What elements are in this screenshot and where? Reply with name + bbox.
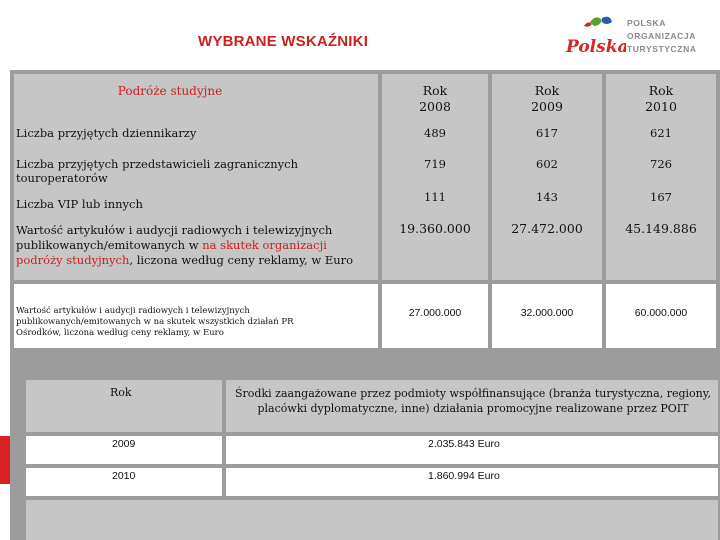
logo-line: TURYSTYCZNA (627, 44, 697, 54)
lower-value: 1.860.994 Euro (428, 470, 500, 482)
page-title: WYBRANE WSKAŹNIKI (198, 33, 369, 50)
lower-col2-header: Środki zaangażowane przez podmioty współfinansujące (branża turystyczna, regiony, placówki dyplomatyczne, inne) działania promocyjne realizowane przez POIT (235, 387, 711, 415)
row-value: 617 (536, 126, 558, 140)
row-label: Liczba przyjętych dziennikarzy (16, 126, 197, 140)
row-value: 621 (650, 126, 672, 140)
logo-text (627, 17, 697, 56)
row-label: Liczba przyjętych przedstawicieli zagranicznych touroperatorów (16, 157, 298, 185)
row-value: 719 (424, 157, 446, 171)
row-label: Liczba VIP lub innych (16, 197, 143, 211)
logo-mark-text: Polska (566, 37, 626, 57)
lower-value: 2.035.843 Euro (428, 438, 500, 450)
year-header: Rok 2008 (419, 83, 451, 114)
row-value: 602 (536, 157, 558, 171)
row-value: 726 (650, 157, 672, 171)
upper-header-label: Podróże studyjne (117, 84, 223, 98)
row-value: 489 (424, 126, 446, 140)
side-accent-bar (0, 436, 10, 484)
row-label-highlight: na skutek organizacji podróży studyjnych (16, 238, 327, 267)
row-label-part: Wartość artykułów i audycji radiowych i telewizyjnych publikowanych/emitowanych w (16, 223, 333, 252)
lower-year: 2009 (112, 438, 136, 450)
row-value: 45.149.886 (625, 221, 697, 236)
row-value: 27.472.000 (511, 221, 583, 236)
row-label-part: , liczona według ceny reklamy, w Euro (129, 253, 354, 267)
row-value: 143 (536, 190, 558, 204)
row-value: 60.000.000 (634, 307, 688, 319)
row-value: 27.000.000 (408, 307, 462, 319)
row-value: 167 (650, 190, 672, 204)
year-header: Rok 2010 (645, 83, 677, 114)
year-header: Rok 2009 (531, 83, 563, 114)
logo-line: ORGANIZACJA (627, 31, 696, 41)
lower-empty-row (26, 500, 718, 540)
row-value: 111 (424, 190, 446, 204)
logo-line: POLSKA (627, 18, 667, 28)
row-value: 32.000.000 (520, 307, 574, 319)
pot-logo (560, 14, 720, 64)
polska-logo-icon (560, 14, 626, 64)
row-label: Wartość artykułów i audycji radiowych i telewizyjnych publikowanych/emitowanych w na skutek wszystkich działań PR Ośrodków, liczona według ceny reklamy, w Euro (16, 306, 294, 338)
lower-year: 2010 (112, 470, 136, 482)
lower-col1-header: Rok (110, 386, 132, 399)
row-label (16, 223, 376, 268)
indicators-panel (10, 70, 720, 540)
row-value: 19.360.000 (399, 221, 471, 236)
